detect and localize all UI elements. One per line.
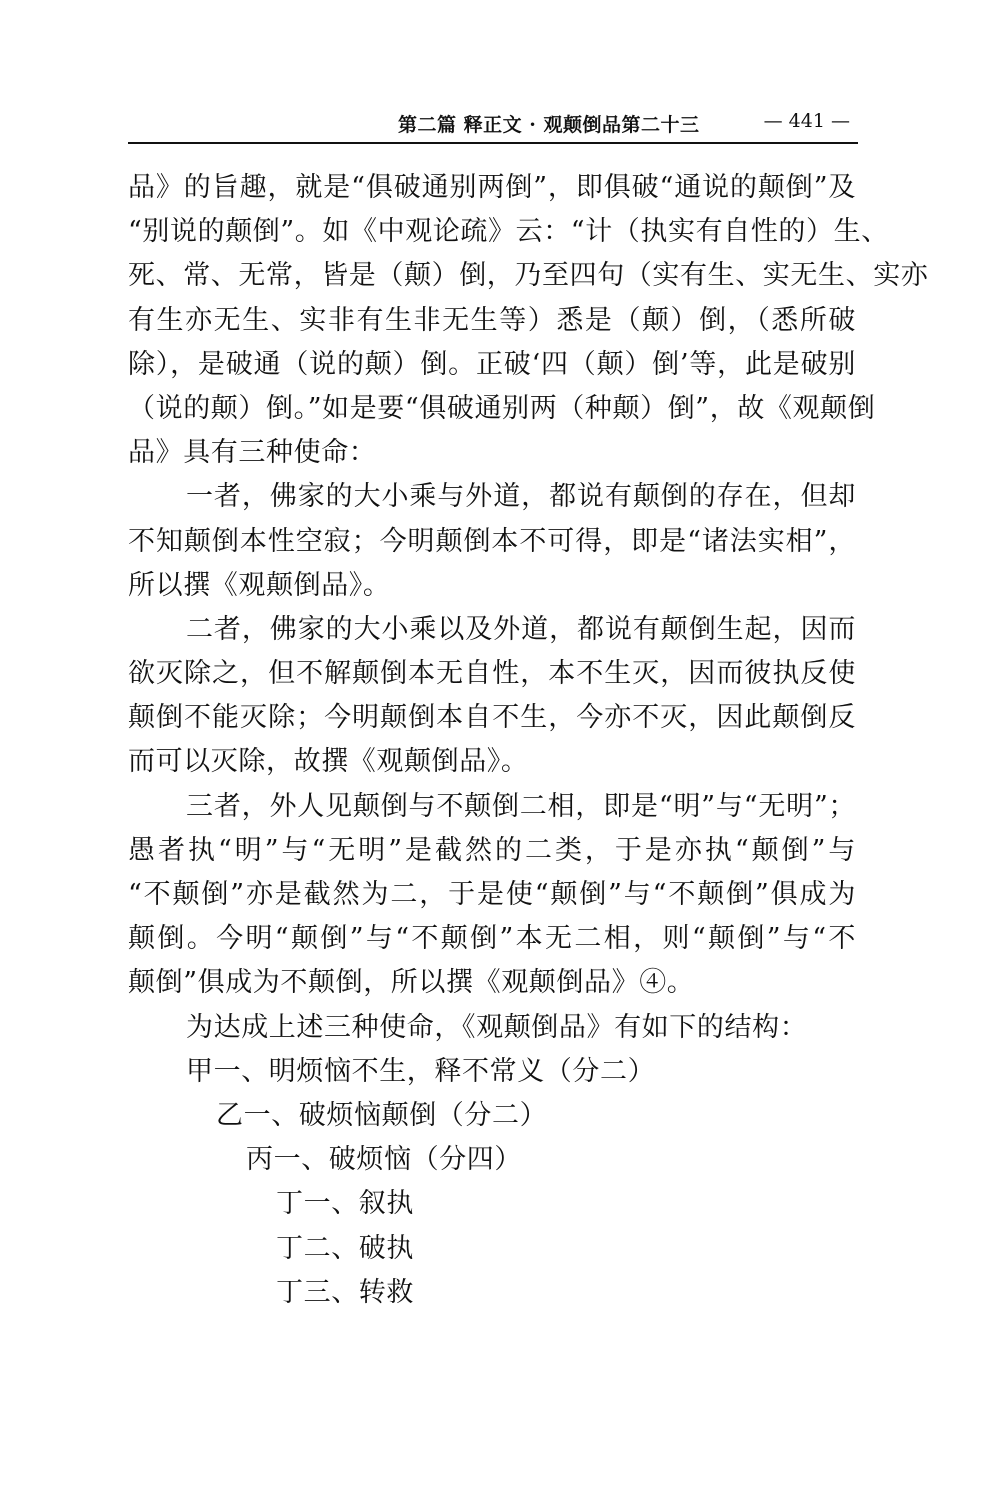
- text-line: 而可以灭除，故撰《观颠倒品》。: [128, 746, 529, 778]
- text-line: 所以撰《观颠倒品》。: [128, 569, 391, 601]
- text-line: 有生亦无生、实非有生非无生等）悉是（颠）倒，（悉所破: [128, 304, 856, 336]
- chapter-title: 第二篇 释正文 · 观颠倒品第二十三: [398, 114, 700, 136]
- text-line: 品》的旨趣，就是“俱破通别两倒”，即俱破“通说的颠倒”及: [128, 172, 856, 203]
- running-header: [128, 108, 858, 144]
- text-line: 欲灭除之，但不解颠倒本无自性，本不生灭，因而彼执反使: [128, 658, 856, 690]
- outline-level-4: 丁三、转救: [276, 1276, 414, 1308]
- text-line: “别说的颠倒”。如《中观论疏》云：“计（执实有自性的）生、: [128, 216, 889, 248]
- paragraph-first-line: 一者，佛家的大小乘与外道，都说有颠倒的存在，但却: [186, 481, 856, 513]
- text-line: 颠倒”俱成为不颠倒，所以撰《观颠倒品》④。: [128, 967, 695, 999]
- body-text: [128, 166, 929, 1315]
- text-line: 不知颠倒本性空寂；今明颠倒本不可得，即是“诸法实相”，: [128, 525, 856, 557]
- text-line: 品》具有三种使命：: [128, 437, 377, 469]
- text-line: “不颠倒”亦是截然为二，于是使“颠倒”与“不颠倒”俱成为: [128, 879, 856, 910]
- text-line: 愚者执“明”与“无明”是截然的二类，于是亦执“颠倒”与: [128, 834, 856, 866]
- outline-level-4: 丁一、叙执: [276, 1188, 414, 1220]
- text-line: 颠倒。今明“颠倒”与“不颠倒”本无二相，则“颠倒”与“不: [128, 923, 856, 955]
- outline-level-4: 丁二、破执: [276, 1232, 414, 1264]
- text-line: 除），是破通（说的颠）倒。正破‘四（颠）倒’等，此是破别: [128, 348, 856, 380]
- text-line: 颠倒不能灭除；今明颠倒本自不生，今亦不灭，因此颠倒反: [128, 702, 856, 734]
- paragraph-first-line: 二者，佛家的大小乘以及外道，都说有颠倒生起，因而: [186, 613, 856, 645]
- paragraph-first-line: 为达成上述三种使命，《观颠倒品》有如下的结构：: [186, 1011, 808, 1043]
- paragraph-first-line: 三者，外人见颠倒与不颠倒二相，即是“明”与“无明”；: [186, 790, 856, 822]
- page-number: — 441 —: [763, 110, 850, 132]
- outline-level-3: 丙一、破烦恼（分四）: [246, 1144, 522, 1176]
- text-line: 死、常、无常，皆是（颠）倒，乃至四句（实有生、实无生、实亦: [128, 260, 929, 292]
- outline-level-1: 甲一、明烦恼不生，释不常义（分二）: [186, 1055, 656, 1087]
- text-line: （说的颠）倒。”如是要“俱破通别两（种颠）倒”，故《观颠倒: [128, 392, 876, 424]
- outline-level-2: 乙一、破烦恼颠倒（分二）: [216, 1099, 548, 1131]
